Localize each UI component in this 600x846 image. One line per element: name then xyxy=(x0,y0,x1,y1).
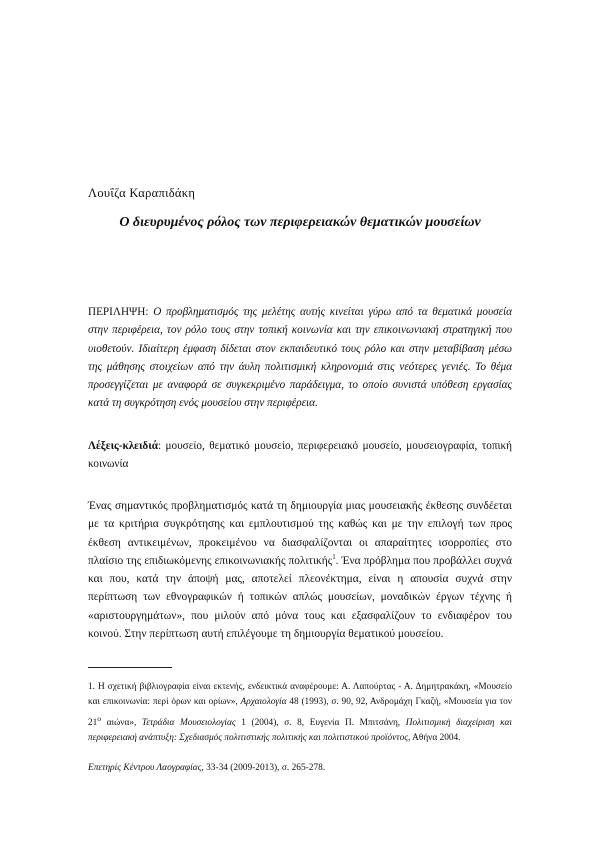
footnote-journal-2: Τετράδια Μουσειολογίας xyxy=(141,717,236,728)
body-text-part2: . Ένα πρόβλημα που προβάλλει συχνά και που, κατά την άποψή μας, αποτελεί πλεονέκτημα, είναι η απουσία συχνά στην περίπτωση των εθνογραφικών ή τοπικών απλώς μουσείων, μοναδικών έργων τέχνης ή «αριστουργημάτων», που μιλούν από μόνα τους και εξασφαλίζουν το ενδιαφέρον του κοινού. Στην περίπτωση αυτή επιλέγουμε τη δημιουργία θεματικού μουσείου. xyxy=(88,554,512,641)
keywords xyxy=(88,437,512,474)
footnote-text-1: 1. Η σχετική βιβλιογραφία είναι εκτενής, ενδεικτικά αναφέρουμε: Α. Λαπούρτας - Α. Δημητρακάκη, «Μουσείο και επικοινωνία: περί όρων και ορίων», xyxy=(88,682,512,708)
page-footer xyxy=(88,763,512,773)
footnote-text-2: 48 (1993), σ. 90, 92, Ανδρομάχη Γκαζή, «Μουσεία για τον 21 xyxy=(88,697,512,728)
footnote-journal-1: Αρχαιολογία xyxy=(240,697,287,708)
keywords-label: Λέξεις-κλειδιά xyxy=(88,440,158,452)
abstract-label: ΠΕΡΙΛΗΨΗ: xyxy=(88,306,149,318)
body-text-part1: Ένας σημαντικός προβληματισμός κατά τη δημιουργία μιας μουσειακής έκθεσης συνδέεται με τα κριτήρια συγκρότησης και εμπλουτισμού της καθώς και με την επιλογή των προς έκθεση αντικειμένων, προκειμένου να διασφαλίζονται οι απαραίτητες ισορροπίες στο πλαίσιο της επιδιωκόμενης επικοινωνιακής πολιτικής xyxy=(88,500,512,567)
footnote-text-3: αιώνα», xyxy=(101,717,142,728)
keywords-text: : μουσείο, θεματικό μουσείο, περιφερειακό μουσείο, μουσειογραφία, τοπική κοινωνία xyxy=(88,440,512,471)
footnote xyxy=(88,680,512,747)
footer-citation: , 33-34 (2009-2013), σ. 265-278. xyxy=(201,763,326,773)
author-name: Λουΐζα Καραπιδάκη xyxy=(88,186,196,200)
article-title: Ο διευρυμένος ρόλος των περιφερειακών θεματικών μουσείων xyxy=(119,215,481,230)
footnote-text-5: , Αθήνα 2004. xyxy=(408,733,461,744)
footnote-book-title: Πολιτισμική διαχείριση και περιφερειακή ανάπτυξη: Σχεδιασμός πολιτιστικής πολιτικής και πολιτιστικού προϊόντος xyxy=(88,717,513,744)
footer-journal: Επετηρίς Κέντρου Λαογραφίας xyxy=(88,763,202,773)
footnote-text-4: 1 (2004), σ. 8, Ευγενία Π. Μπιτσάνη, xyxy=(235,717,406,728)
body-paragraph xyxy=(88,497,512,643)
footnote-reference[interactable]: 1 xyxy=(332,553,336,562)
abstract-text: Ο προβληματισμός της μελέτης αυτής κινείται γύρω από τα θεματικά μουσεία στην περιφέρεια, τον ρόλο τους στην τοπική κοινωνία και την επικοινωνιακή στρατηγική που υιοθετούν. Ιδιαίτερη έμφαση δίδεται στον εκπαιδευτικό τους ρόλο και στην μεταβίβαση μέσω της μάθησης στοιχείων από την άυλη πολιτισμική κληρονομιά στις νεότερες γενιές. Το θέμα προσεγγίζεται με αναφορά σε συγκεκριμένο παράδειγμα, το οποίο συνιστά υπόθεση εργασίας κατά τη συγκρότηση ενός μουσείου στην περιφέρεια. xyxy=(88,306,513,410)
abstract xyxy=(88,303,512,413)
footnote-divider xyxy=(88,667,172,668)
footnote-superscript: ο xyxy=(97,713,102,723)
